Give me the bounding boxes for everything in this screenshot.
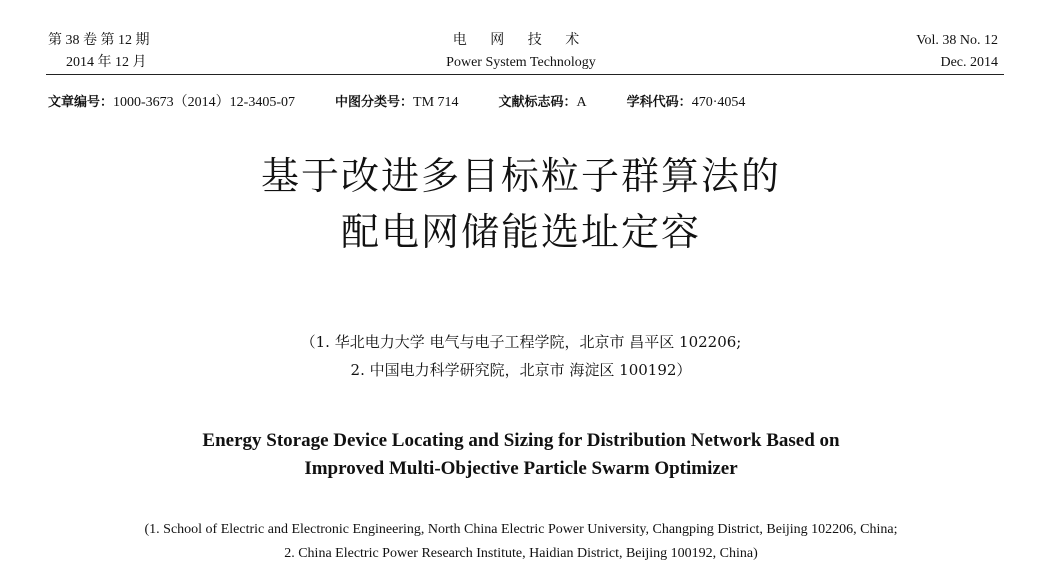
- running-header: [0, 0, 1042, 78]
- affiliation-zh-1: （1. 华北电力大学 电气与电子工程学院，北京市 昌平区 102206;: [300, 333, 742, 351]
- doc-code-label: 文献标志码：: [498, 95, 577, 110]
- date-en: Dec. 2014: [940, 55, 998, 70]
- header-center: [0, 30, 1042, 74]
- doc-code: A: [576, 95, 587, 110]
- subject-code-label: 学科代码：: [626, 95, 692, 110]
- date-zh: 2014 年 12 月: [66, 55, 147, 70]
- article-metadata: [48, 91, 745, 111]
- clc-number: TM 714: [413, 95, 459, 110]
- volume-issue-zh: 第 38 卷 第 12 期: [48, 33, 150, 48]
- title-en-line2: Improved Multi-Objective Particle Swarm Optimizer: [304, 458, 738, 479]
- journal-name-zh: 电 网 技 术: [452, 33, 590, 48]
- affiliation-en-1: (1. School of Electric and Electronic Engineering, North China Electric Power University, Changping District, Beijing 102206, China;: [144, 522, 898, 537]
- title-en-line1: Energy Storage Device Locating and Sizing for Distribution Network Based on: [202, 430, 840, 451]
- article-no-label: 文章编号：: [48, 95, 114, 110]
- journal-name-en: Power System Technology: [446, 55, 596, 70]
- title-zh-line1: 基于改进多目标粒子群算法的: [260, 154, 781, 198]
- title-en: [0, 427, 1042, 483]
- subject-code: 470·4054: [691, 95, 746, 110]
- title-zh-line2: 配电网储能选址定容: [340, 210, 701, 254]
- affiliations-zh: [0, 328, 1042, 384]
- volume-issue-en: Vol. 38 No. 12: [916, 33, 998, 48]
- header-rule: [46, 74, 1004, 75]
- article-no: 1000-3673（2014）12-3405-07: [113, 95, 296, 110]
- affiliations-en: [0, 518, 1042, 566]
- affiliation-zh-2: 2. 中国电力科学研究院，北京市 海淀区 100192）: [350, 361, 692, 379]
- clc-label: 中图分类号：: [335, 95, 414, 110]
- header-right: [916, 30, 998, 74]
- title-zh: [0, 148, 1042, 260]
- affiliation-en-2: 2. China Electric Power Research Institute, Haidian District, Beijing 100192, China): [284, 546, 758, 561]
